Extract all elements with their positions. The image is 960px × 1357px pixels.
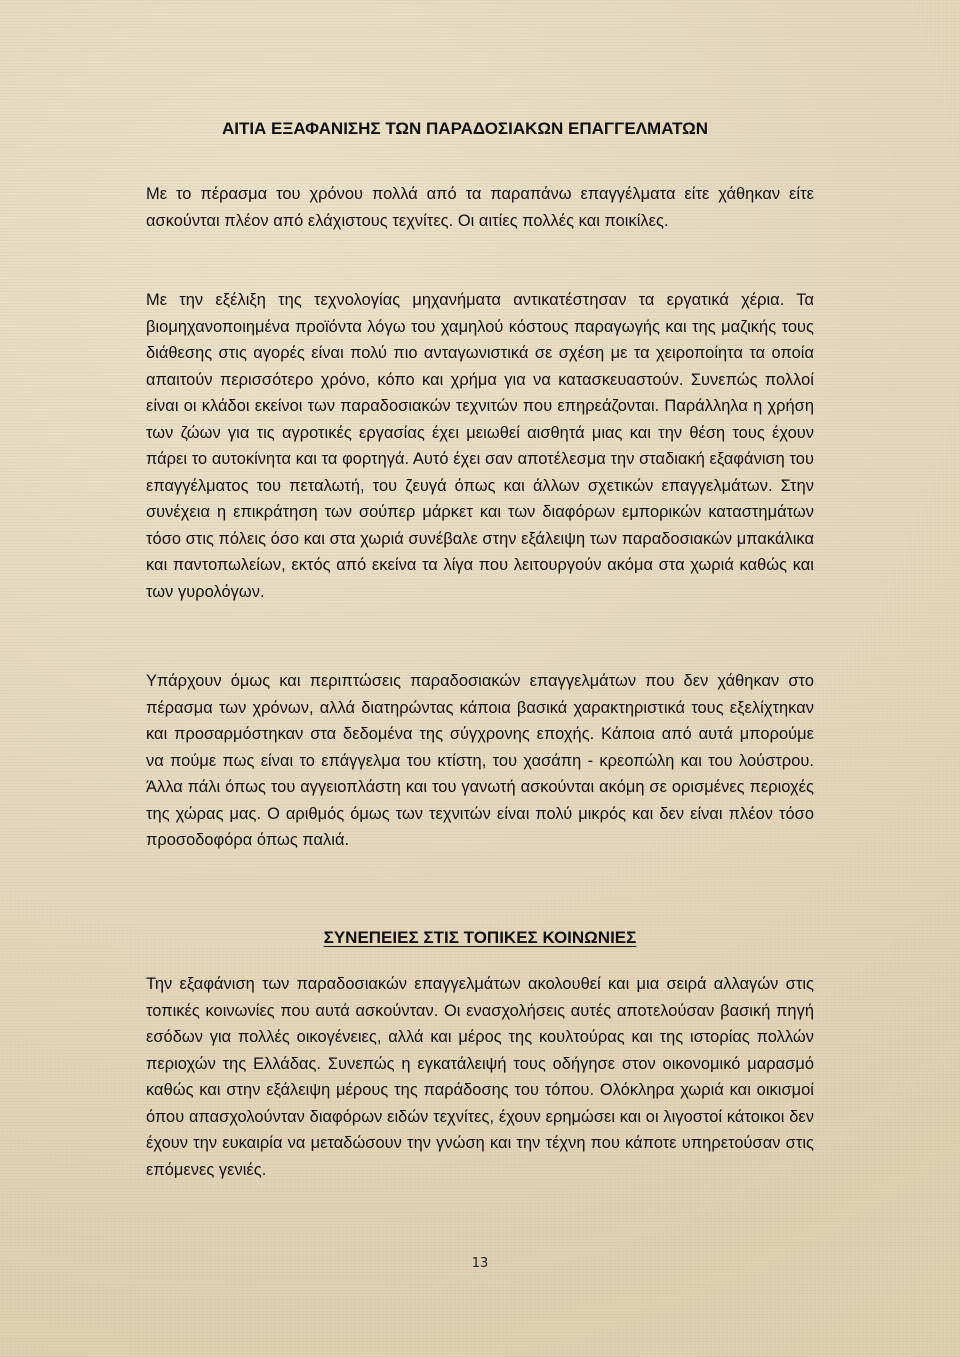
paragraph-intro: Με το πέρασμα του χρόνου πολλά από τα παραπάνω επαγγέλματα είτε χάθηκαν είτε ασκούνται πλέον από ελάχιστους τεχνίτες. Οι αιτίες πολλές και ποικίλες. — [146, 185, 814, 230]
paragraph-local-societies: Την εξαφάνιση των παραδοσιακών επαγγελμάτων ακολουθεί και μια σειρά αλλαγών στις τοπικές κοινωνίες που αυτά ασκούνταν. Οι ενασχολήσεις αυτές αποτελούσαν βασική πηγή εσόδων για πολλές οικογένειες, αλλά και μέρος της κουλτούρας και της ιστορίας πολλών περιοχών της Ελλάδας. Συνεπώς η εγκατάλειψή τους οδήγησε στον οικονομικό μαρασμό καθώς και στην εξάλειψη μέρους της παράδοσης του τόπου. Ολόκληρα χωριά και οικισμοί όπου απασχολούνταν διαφόρων ειδών τεχνίτες, έχουν ερημώσει και οι λιγοστοί κάτοικοι δεν έχουν την ευκαιρία να μεταδώσουν την γνώση και την τέχνη που κάποτε υπηρετούσαν στις επόμενες γενιές. — [146, 975, 814, 1179]
paragraph-surviving-trades: Υπάρχουν όμως και περιπτώσεις παραδοσιακών επαγγελμάτων που δεν χάθηκαν στο πέρασμα των χρόνων, αλλά διατηρώντας κάποια βασικά χαρακτηριστικά τους εξελίχτηκαν και προσαρμόστηκαν στα δεδομένα της σύγχρονης εποχής. Κάποια από αυτά μπορούμε να πούμε πως είναι το επάγγελμα του κτίστη, του χασάπη - κρεοπώλη και του λούστρου. Άλλα πάλι όπως του αγγειοπλάστη και του γανωτή ασκούνται ακόμη σε ορισμένες περιοχές της χώρας μας. Ο αριθμός όμως των τεχνιτών είναι πολύ μικρός και δεν είναι πλέον τόσο προσοδοφόρα όπως παλιά. — [146, 672, 814, 849]
paragraph-technology: Με την εξέλιξη της τεχνολογίας μηχανήματα αντικατέστησαν τα εργατικά χέρια. Τα βιομηχανοποιημένα προϊόντα λόγω του χαμηλού κόστους παραγωγής και της μαζικής τους διάθεσης στις αγορές είναι πολύ πιο ανταγωνιστικά σε σχέση με τα χειροποίητα τα οποία απαιτούν περισσότερο χρόνο, κόπο και χρήμα για να κατασκευαστούν. Συνεπώς πολλοί είναι οι κλάδοι εκείνοι των παραδοσιακών τεχνιτών που επηρεάζονται. Παράλληλα η χρήση των ζώων για τις αγροτικές εργασίας έχει μειωθεί αισθητά μιας και την θέση τους έχουν πάρει το αυτοκίνητα και τα φορτηγά. Αυτό έχει σαν αποτέλεσμα την σταδιακή εξαφάνιση του επαγγέλματος του πεταλωτή, του ζευγά όπως και άλλων σχετικών επαγγελμάτων. Στην συνέχεια η επικράτηση των σούπερ μάρκετ και των διαφόρων εμπορικών καταστημάτων τόσο στις πόλεις όσο και στα χωριά συνέβαλε στην εξάλειψη των παραδοσιακών μπακάλικα και παντοπωλείων, εκτός από εκείνα τα λίγα που λειτουργούν ακόμα στα χωριά καθώς και των γυρολόγων. — [146, 291, 814, 601]
document-page — [146, 0, 814, 1357]
page-number: 13 — [471, 1256, 489, 1271]
section-heading-consequences: ΣΥΝΕΠΕΙΕΣ ΣΤΙΣ ΤΟΠΙΚΕΣ ΚΟΙΝΩΝΙΕΣ — [323, 928, 637, 947]
section-heading-causes: ΑΙΤΙΑ ΕΞΑΦΑΝΙΣΗΣ ΤΩΝ ΠΑΡΑΔΟΣΙΑΚΩΝ ΕΠΑΓΓΕΛΜΑΤΩΝ — [221, 119, 709, 138]
